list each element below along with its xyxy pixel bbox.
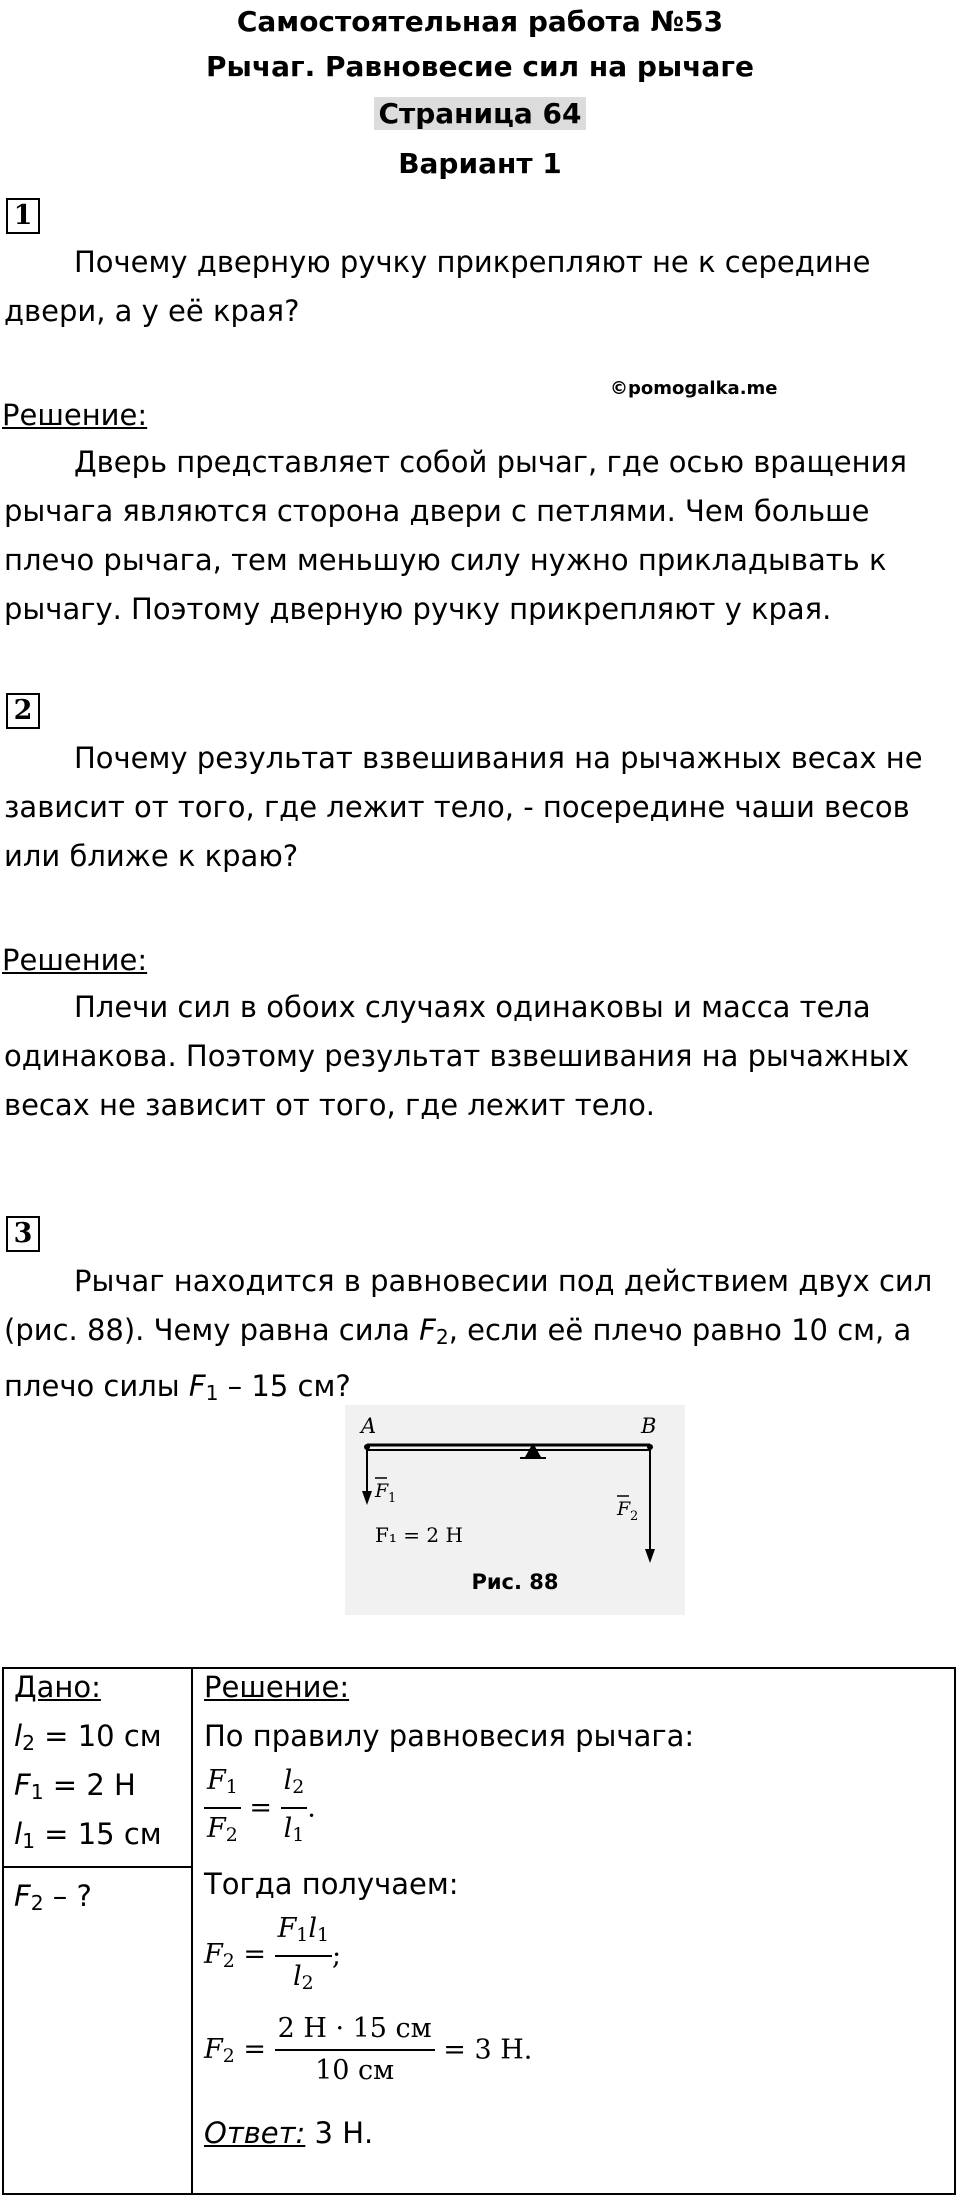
table-divider-horizontal — [4, 1866, 191, 1868]
lever-diagram — [345, 1405, 685, 1565]
calc-denominator: 10 см — [315, 2055, 395, 2086]
page-subtitle: Рычаг. Равновесие сил на рычаге — [206, 50, 754, 83]
point-a-label: A — [361, 1414, 377, 1438]
solution-3-label: Решение: — [204, 1670, 350, 1704]
task-2-solution: Плечи сил в обоих случаях одинаковы и масса тела одинакова. Поэтому результат взвешивания на рычажных весах не зависит от того, где лежит тело. — [4, 990, 909, 1122]
formula-f2: $F_2$ = $\frac{F_1l_1}{l_2}$ ; — [204, 1909, 341, 2003]
task-number-3: 3 — [6, 1216, 40, 1252]
solution-table — [2, 1667, 956, 2195]
given-f1: F1 = 2 Н — [14, 1768, 136, 1805]
point-a-dot — [364, 1444, 370, 1450]
answer — [204, 2109, 373, 2158]
lever-figure — [345, 1405, 685, 1615]
given-l1: l1 = 15 см — [14, 1817, 162, 1854]
page-title: Самостоятельная работа №53 — [236, 5, 724, 38]
figure-caption: Рис. 88 — [471, 1570, 559, 1594]
svg-text:1: 1 — [388, 1491, 397, 1506]
f1-value: F₁ = 2 Н — [375, 1523, 463, 1547]
task-1-solution: Дверь представляет собой рычаг, где осью вращения рычага являются сторона двери с петлями. Чем больше плечо рычага, тем меньшую силу нужно прикладывать к рычагу. Поэтому дверную ручку прикрепляют у края. — [4, 445, 907, 626]
task-2-question: Почему результат взвешивания на рычажных весах не зависит от того, где лежит тело, - посередине чаши весов или ближе к краю? — [4, 741, 923, 873]
task-1-question: Почему дверную ручку прикрепляют не к середине двери, а у её края? — [4, 245, 871, 328]
point-b-dot — [647, 1444, 653, 1450]
calc-result: = 3 Н. — [434, 2034, 533, 2066]
given-label: Дано: — [14, 1670, 101, 1704]
page-number — [0, 90, 960, 138]
svg-text:2: 2 — [630, 1509, 639, 1524]
task-2-solution-label: Решение: — [2, 943, 148, 977]
watermark: ©pomogalka.me — [610, 378, 778, 399]
f1-arrow-label: F — [375, 1480, 389, 1502]
page-number-label: Страница 64 — [374, 97, 585, 130]
answer-label: Ответ: — [204, 2116, 306, 2150]
then-text: Тогда получаем: — [204, 1867, 459, 1901]
task-1-solution-label: Решение: — [2, 398, 148, 432]
formula-ratio: $\frac{F_1}{F_2}$ = $\frac{l_2}{l_1}$ . — [204, 1761, 316, 1855]
f2-arrow-label: F — [617, 1498, 631, 1520]
answer-value: 3 Н. — [305, 2116, 374, 2150]
calc-numerator: 2 Н · 15 см — [275, 2009, 435, 2051]
point-b-label: B — [641, 1414, 657, 1438]
task-number-1: 1 — [6, 198, 40, 234]
variant-label: Вариант 1 — [398, 147, 562, 180]
task-3-question: Рычаг находится в равновесии под действием двух сил (рис. 88). Чему равна сила F2, если её плечо равно 10 см, а плечо силы F1 – 15 см? — [4, 1264, 933, 1406]
task-number-2: 2 — [6, 693, 40, 729]
formula-calc: $F_2$ = $\frac{2 Н \cdot 15 см}{10 см}$ = 3 Н. — [204, 2009, 532, 2091]
given-l2: l2 = 10 см — [14, 1719, 162, 1756]
table-divider-vertical — [191, 1669, 193, 2193]
find-f2: F2 – ? — [14, 1879, 92, 1916]
equilibrium-rule: По правилу равновесия рычага: — [204, 1719, 695, 1753]
